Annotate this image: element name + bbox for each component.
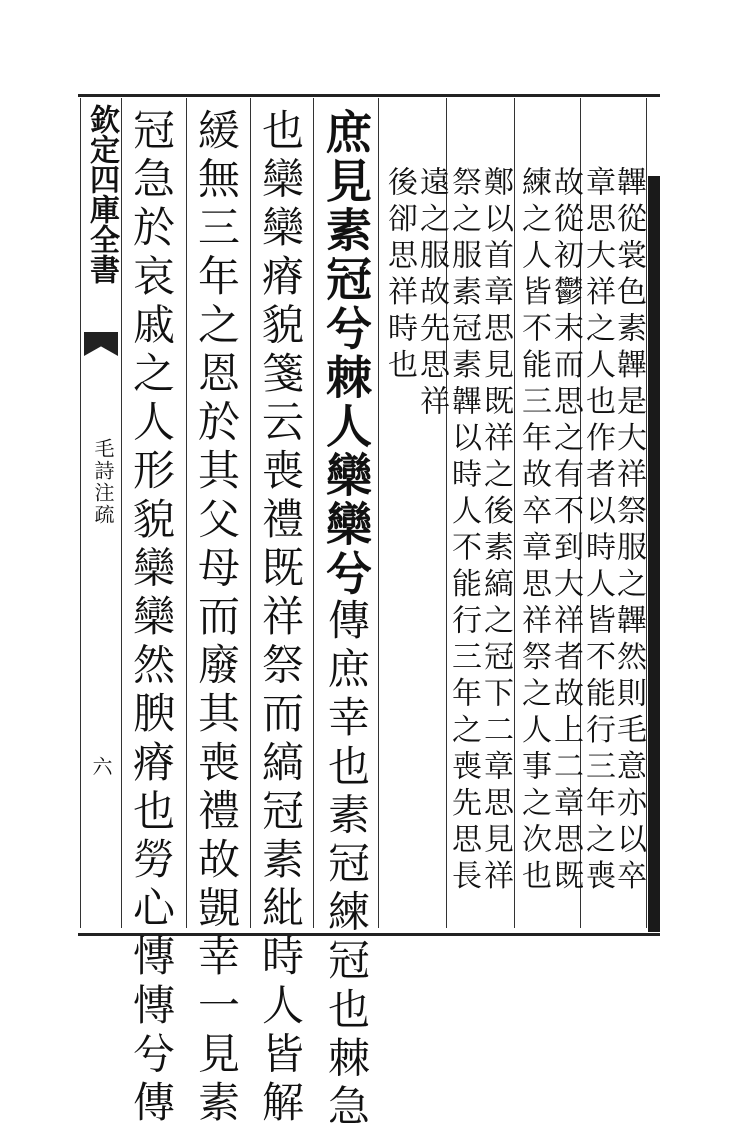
column-rule — [514, 98, 515, 928]
column-rule — [646, 98, 647, 928]
page-number: 六 — [89, 756, 113, 776]
main-text-column — [319, 108, 373, 1133]
text-column: 鄭以首章思見既祥之後素縞之冠下二章思見祥 — [478, 166, 513, 896]
text-column: 冠急於哀戚之人形貌欒欒然腴瘠也勞心慱慱兮傳 — [127, 108, 176, 1129]
text-column: 練之人皆不能三年故卒章思祥祭之人事之次也 — [516, 166, 551, 896]
text-column: 故從初鬱末而思之有不到大祥者故上二章思既 — [548, 166, 583, 896]
text-column: 遠之服故先思祥 — [414, 166, 449, 422]
column-rule — [378, 98, 379, 928]
column-rule — [121, 98, 122, 928]
right-border-bar — [648, 176, 660, 932]
text-column: 韠從裳色素韠是大祥祭服之韠然則毛意亦以卒 — [611, 166, 646, 896]
column-rule — [186, 98, 187, 928]
text-column: 章思大祥之人也作者以時人皆不能行三年之喪 — [580, 166, 615, 896]
commentary-text: 傳庶幸也素冠練冠也棘急 — [322, 598, 371, 1133]
collection-title: 欽定四庫全書 — [84, 104, 119, 284]
text-column: 也欒欒瘠貌箋云喪禮既祥祭而縞冠素紕時人皆解 — [256, 108, 305, 1129]
text-column: 後卻思祥時也 — [382, 166, 417, 385]
text-column: 緩無三年之恩於其父母而廢其喪禮故覬幸一見素 — [192, 108, 241, 1129]
text-column: 祭之服素冠素韠以時人不能行三年之喪先思長 — [446, 166, 481, 896]
column-rule — [80, 98, 81, 928]
verse-heading: 庶見素冠兮棘人欒欒兮 — [319, 108, 373, 598]
column-rule — [313, 98, 314, 928]
book-title: 毛詩注疏 — [91, 438, 115, 526]
column-rule — [250, 98, 251, 928]
